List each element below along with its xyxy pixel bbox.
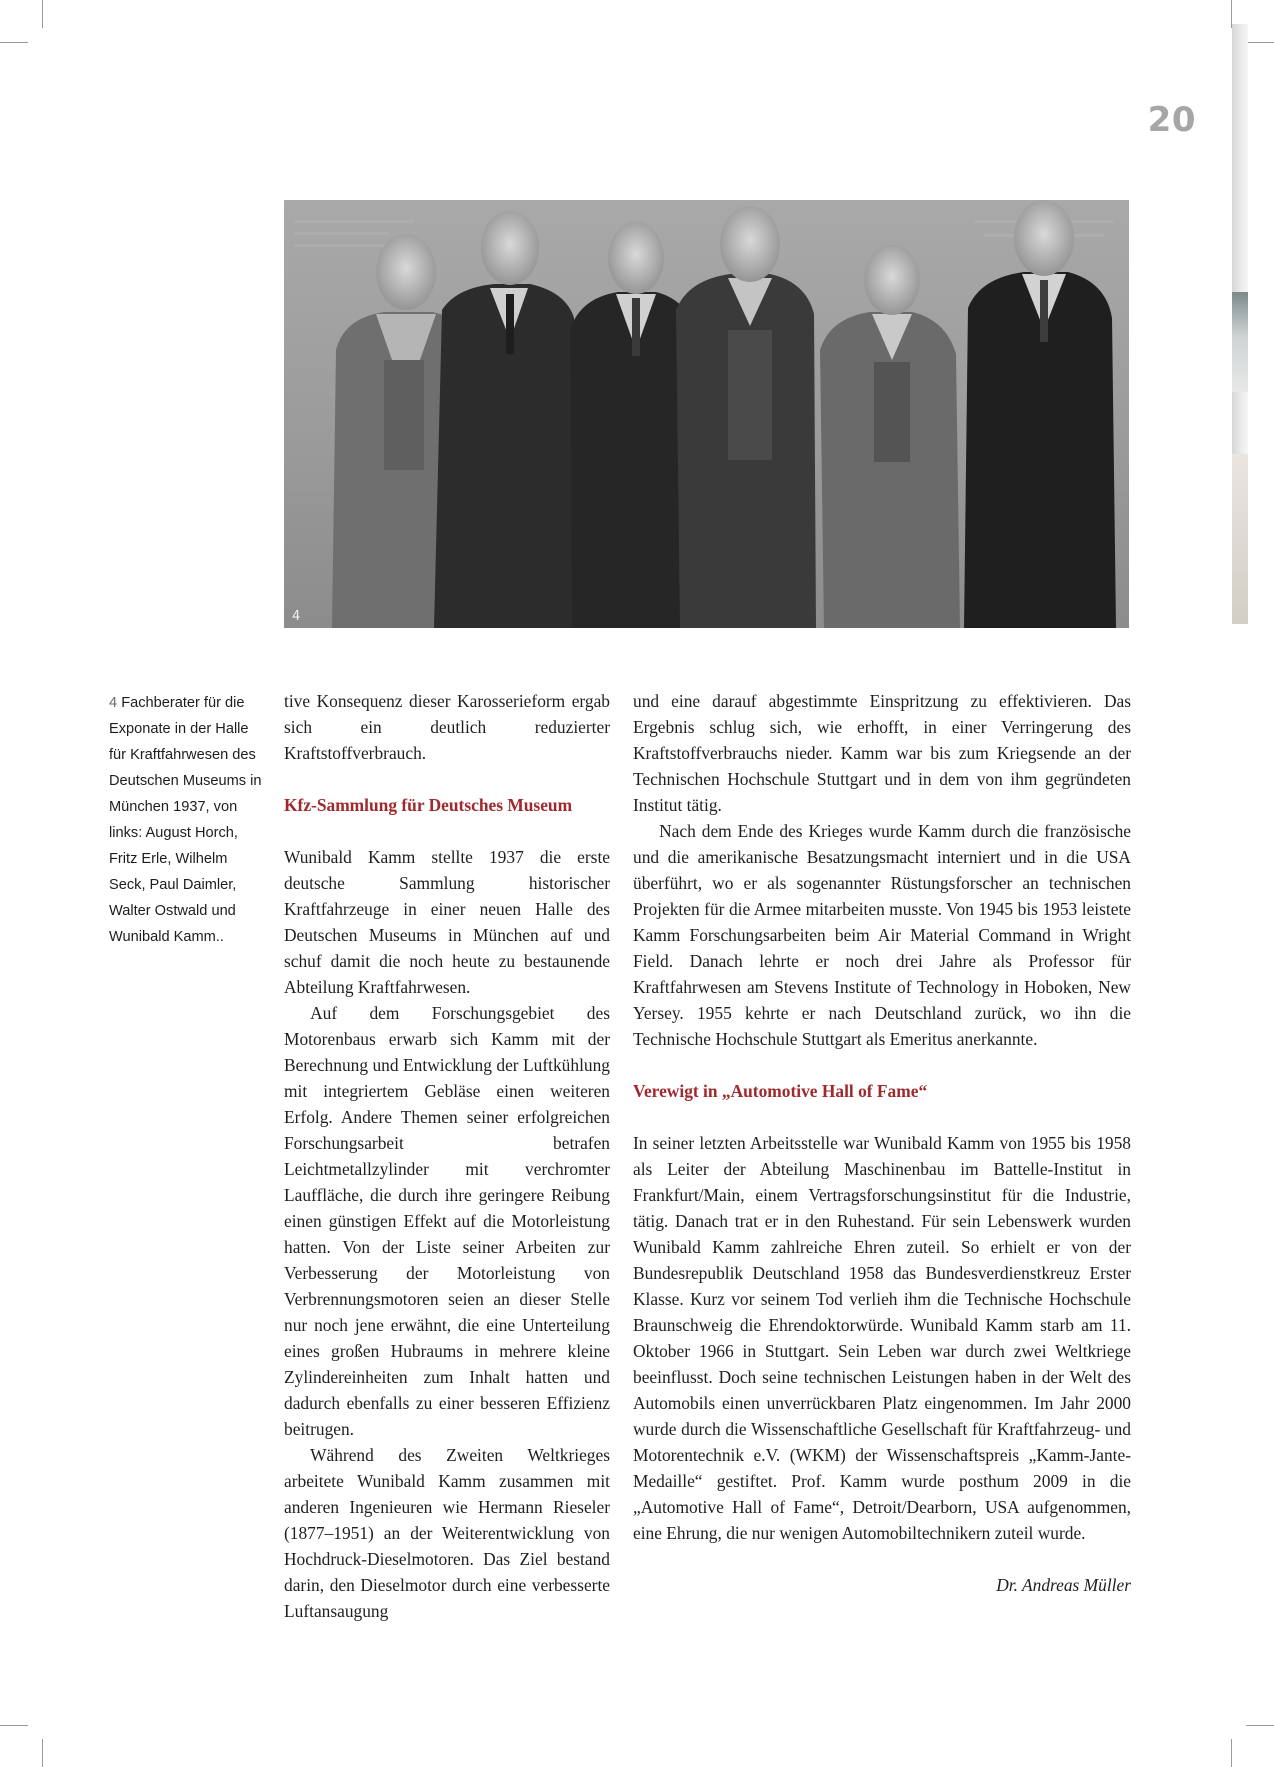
- paragraph: Während des Zweiten Weltkrieges arbeitete Wunibald Kamm zusammen mit anderen Ingenieuren wie Hermann Rieseler (1877–1951) an der Weiterentwicklung von Hochdruck-Dieselmotoren. Das Ziel bestand darin, den Dieselmotor durch eine verbesserte Luftansaugung: [284, 1445, 610, 1621]
- author-signature: Dr. Andreas Müller: [996, 1575, 1131, 1595]
- crop-mark: [1246, 42, 1274, 43]
- page-edge-strip-light: [1232, 454, 1248, 624]
- paragraph: tive Konsequenz dieser Karosserieform ergab sich ein deutlich reduzierter Kraftstoffverbrauch.: [284, 691, 610, 763]
- page-edge-strip: [1232, 24, 1248, 602]
- paragraph: Nach dem Ende des Krieges wurde Kamm durch die französische und die amerikanische Besatzungsmacht interniert und in die USA überführt, wo er als sogenannter Rüstungsforscher an technischen Projekten für die Armee mitarbeiten musste. Von 1945 bis 1953 leistete Kamm Forschungsarbeiten beim Air Material Command in Wright Field. Danach lehrte er noch drei Jahre als Professor für Kraftfahrwesen am Stevens Institute of Technology in Hoboken, New Yersey. 1955 kehrte er nach Deutschland zurück, wo ihn die Technische Hochschule Stuttgart als Emeritus anerkannte.: [633, 821, 1131, 1049]
- crop-mark: [1231, 1739, 1232, 1767]
- caption-text: Fachberater für die Exponate in der Halle für Kraftfahrwesen des Deutschen Museums in München 1937, von links: August Horch, Fritz Erle, Wilhelm Seck, Paul Daimler, Walter Ostwald und Wunibald Kamm..: [109, 695, 262, 945]
- paragraph: und eine darauf abgestimmte Einspritzung zu effektivieren. Das Ergebnis schlug sich, wie erhofft, in einer Verringerung des Kraftstoffverbrauchs nieder. Kamm war bis zum Kriegsende an der Technischen Hochschule Stuttgart und in dem von ihm gegründeten Institut tätig.: [633, 691, 1131, 815]
- crop-mark: [0, 42, 28, 43]
- photo-number: 4: [292, 609, 301, 624]
- page-edge-strip-dark: [1232, 292, 1248, 392]
- text-column-1: [284, 688, 610, 1624]
- photo-caption: [109, 690, 267, 950]
- paragraph: In seiner letzten Arbeitsstelle war Wunibald Kamm von 1955 bis 1958 als Leiter der Abteilung Maschinenbau im Battelle-Institut in Frankfurt/Main, einem Vertragsforschungsinstitut für die Industrie, tätig. Danach trat er in den Ruhestand. Für sein Lebenswerk wurden Wunibald Kamm zahlreiche Ehren zuteil. So erhielt er von der Bundesrepublik Deutschland 1958 das Bundesverdienstkreuz Erster Klasse. Kurz vor seinem Tod verlieh ihm die Technische Hochschule Braunschweig die Ehrendoktorwürde. Wunibald Kamm starb am 11. Oktober 1966 in Stuttgart. Sein Leben war durch zwei Weltkriege beeinflusst. Doch seine technischen Leistungen haben in der Welt des Automobils einen unverrückbaren Platz eingenommen. Im Jahr 2000 wurde durch die Wissenschaftliche Gesellschaft für Kraftfahrzeug- und Motorentechnik e.V. (WKM) der Wissenschaftspreis „Kamm-Jante-Medaille“ gestiftet. Prof. Kamm wurde posthum 2009 in die „Automotive Hall of Fame“, Detroit/Dearborn, USA aufgenommen, eine Ehrung, die nur wenigen Automobiltechnikern zuteil wurde.: [633, 1133, 1131, 1543]
- caption-number: 4: [109, 695, 118, 711]
- paragraph: Wunibald Kamm stellte 1937 die erste deutsche Sammlung historischer Kraftfahrzeuge in einer neuen Halle des Deutschen Museums in München auf und schuf damit die noch heute zu bestaunende Abteilung Kraftfahrwesen.: [284, 847, 610, 997]
- section-heading: Verewigt in „Automotive Hall of Fame“: [633, 1081, 928, 1101]
- crop-mark: [1246, 1725, 1274, 1726]
- crop-mark: [42, 1739, 43, 1767]
- text-column-2: [633, 688, 1131, 1598]
- crop-mark: [0, 1725, 28, 1726]
- page-number: 20: [1147, 100, 1196, 140]
- group-photo-image: [284, 200, 1129, 628]
- group-photo: [284, 200, 1129, 628]
- paragraph: Auf dem Forschungsgebiet des Motorenbaus erwarb sich Kamm mit der Berechnung und Entwicklung der Luftkühlung mit integriertem Gebläse einen weiteren Erfolg. Andere Themen seiner erfolgreichen Forschungsarbeit betrafen Leichtmetallzylinder mit verchromter Lauffläche, die durch ihre geringere Reibung einen günstigen Effekt auf die Motorleistung hatten. Von der Liste seiner Arbeiten zur Verbesserung der Motorleistung von Verbrennungsmotoren seien an dieser Stelle nur noch jene erwähnt, die eine Unterteilung eines großen Hubraums in mehrere kleine Zylindereinheiten zum Inhalt hatten und dadurch ebenfalls zu einer besseren Effizienz beitrugen.: [284, 1003, 610, 1439]
- crop-mark: [42, 0, 43, 28]
- section-heading: Kfz-Sammlung für Deutsches Museum: [284, 795, 573, 815]
